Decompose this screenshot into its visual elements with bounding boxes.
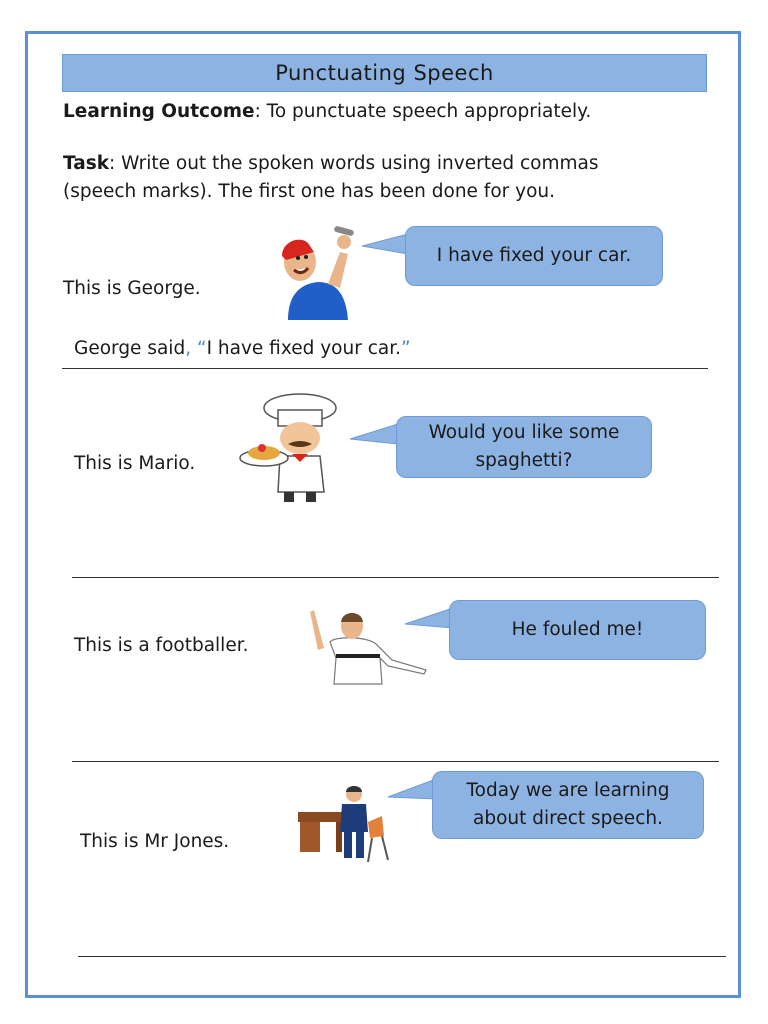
answer-line-2[interactable] — [72, 577, 719, 578]
answer-close-quote: ” — [400, 338, 411, 359]
learning-outcome-label: Learning Outcome — [63, 101, 255, 122]
answer-prefix: George said — [74, 338, 186, 359]
task-line-1 — [63, 153, 598, 174]
caption-mr-jones: This is Mr Jones. — [80, 831, 230, 852]
answer-line-3[interactable] — [72, 761, 719, 762]
answer-words: I have fixed your car. — [206, 338, 401, 359]
speech-george: I have fixed your car. — [436, 245, 632, 266]
learning-outcome — [63, 101, 591, 122]
answer-line-4[interactable] — [78, 956, 726, 957]
title-banner — [62, 54, 707, 92]
speech-bubble-tail — [388, 777, 438, 801]
teacher-icon — [296, 782, 392, 864]
speech-mr-jones-line-1: Today we are learning — [466, 780, 670, 801]
caption-mario: This is Mario. — [74, 453, 196, 474]
answer-comma: , — [185, 338, 192, 359]
speech-mario-line-2: spaghetti? — [475, 450, 573, 471]
mechanic-icon — [268, 222, 372, 322]
caption-footballer: This is a footballer. — [74, 635, 249, 656]
speech-bubble-tail — [405, 606, 455, 630]
speech-bubble-tail — [350, 422, 400, 446]
speech-bubble-tail — [362, 232, 410, 256]
page-title: Punctuating Speech — [275, 61, 494, 85]
answer-open-quote: “ — [196, 338, 207, 359]
caption-george: This is George. — [63, 278, 201, 299]
speech-bubble-mr-jones — [432, 771, 704, 839]
speech-footballer: He fouled me! — [511, 619, 644, 640]
answer-line-1 — [62, 368, 708, 369]
task-label: Task — [63, 153, 110, 174]
learning-outcome-text: : To punctuate speech appropriately. — [254, 101, 592, 122]
speech-bubble-footballer — [449, 600, 706, 660]
task-text-1: : Write out the spoken words using inverted commas — [109, 153, 599, 174]
speech-mario-line-1: Would you like some — [428, 422, 620, 443]
speech-mr-jones-line-2: about direct speech. — [473, 808, 663, 829]
task-line-2: (speech marks). The first one has been done for you. — [63, 181, 555, 202]
speech-bubble-mario — [396, 416, 652, 478]
chef-icon — [238, 392, 346, 506]
speech-bubble-george — [405, 226, 663, 286]
answer-george — [74, 338, 411, 359]
